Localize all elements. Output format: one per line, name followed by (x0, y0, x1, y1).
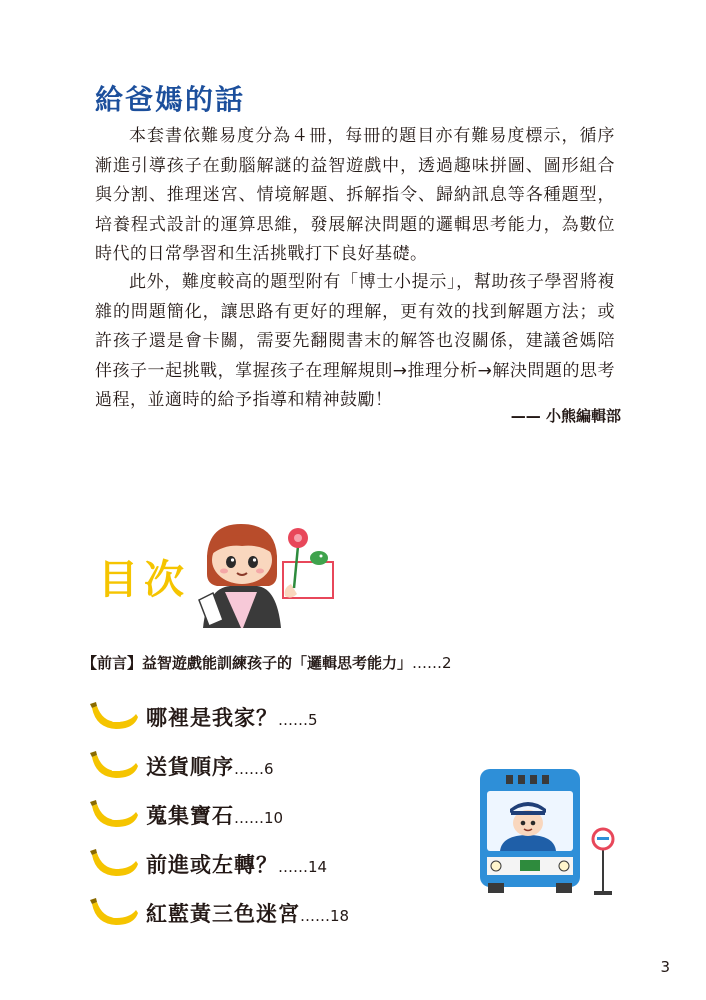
preface-page: ……2 (412, 654, 452, 672)
chapter-page: ……5 (278, 711, 318, 729)
toc-chapter-list (90, 690, 470, 935)
chapter-title (146, 849, 327, 879)
toc-preface (82, 652, 452, 673)
banana-icon (90, 845, 140, 881)
chapter-number: 2 (110, 757, 122, 775)
banana-icon (90, 698, 140, 734)
chapter-title (146, 800, 283, 830)
toc-chapter-2 (90, 739, 470, 788)
intro-paragraph-1: 本套書依難易度分為４冊，每冊的題目亦有難易度標示，循序漸進引導孩子在動腦解謎的益智遊戲中，透過趣味拼圖、圖形組合與分割、推理迷宮、情境解題、拆解指令、歸納訊息等各種題型，培養程式設計的運算思維，發展解決問題的邏輯思考能力，為數位時代的日常學習和生活挑戰打下良好基礎。 (95, 126, 615, 264)
toc-chapter-4 (90, 837, 470, 886)
chapter-page: ……18 (300, 907, 350, 925)
girl-with-flower-illustration (195, 518, 340, 628)
banana-icon (90, 747, 140, 783)
chapter-page: ……6 (234, 760, 274, 778)
banana-icon (90, 894, 140, 930)
toc-chapter-5 (90, 886, 470, 935)
toc-chapter-3 (90, 788, 470, 837)
signature: —— 小熊編輯部 (510, 407, 621, 425)
preface-label: 【前言】益智遊戲能訓練孩子的「邏輯思考能力」 (82, 654, 413, 672)
chapter-title (146, 898, 349, 928)
chapter-number: 3 (110, 806, 122, 824)
chapter-title-text: 紅藍黃三色迷宮 (146, 902, 300, 926)
chapter-title (146, 702, 318, 732)
chapter-number: 1 (110, 708, 122, 726)
toc-chapter-1 (90, 690, 470, 739)
chapter-title (146, 751, 274, 781)
chapter-title-text: 前進或左轉？ (146, 853, 278, 877)
chapter-title-text: 蒐集寶石 (146, 804, 234, 828)
intro-paragraph-2: 此外，難度較高的題型附有「博士小提示」，幫助孩子學習將複雜的問題簡化，讓思路有更好的理解，更有效的找到解題方法；或許孩子還是會卡關，需要先翻閱書末的解答也沒關係，建議爸媽陪伴孩子一起挑戰，掌握孩子在理解規則→推理分析→解決問題的思考過程，並適時的給予指導和精神鼓勵！ (95, 272, 615, 410)
chapter-number: 5 (110, 904, 122, 922)
chapter-number: 4 (110, 855, 122, 873)
banana-icon (90, 796, 140, 832)
chapter-page: ……10 (234, 809, 284, 827)
chapter-page: ……14 (278, 858, 328, 876)
toc-title: 目次 (98, 557, 190, 603)
intro-heading: 給爸媽的話 (95, 83, 246, 116)
chapter-title-text: 送貨順序 (146, 755, 234, 779)
page-number: 3 (660, 958, 670, 976)
bus-driver-illustration (470, 765, 630, 900)
chapter-title-text: 哪裡是我家？ (146, 706, 278, 730)
